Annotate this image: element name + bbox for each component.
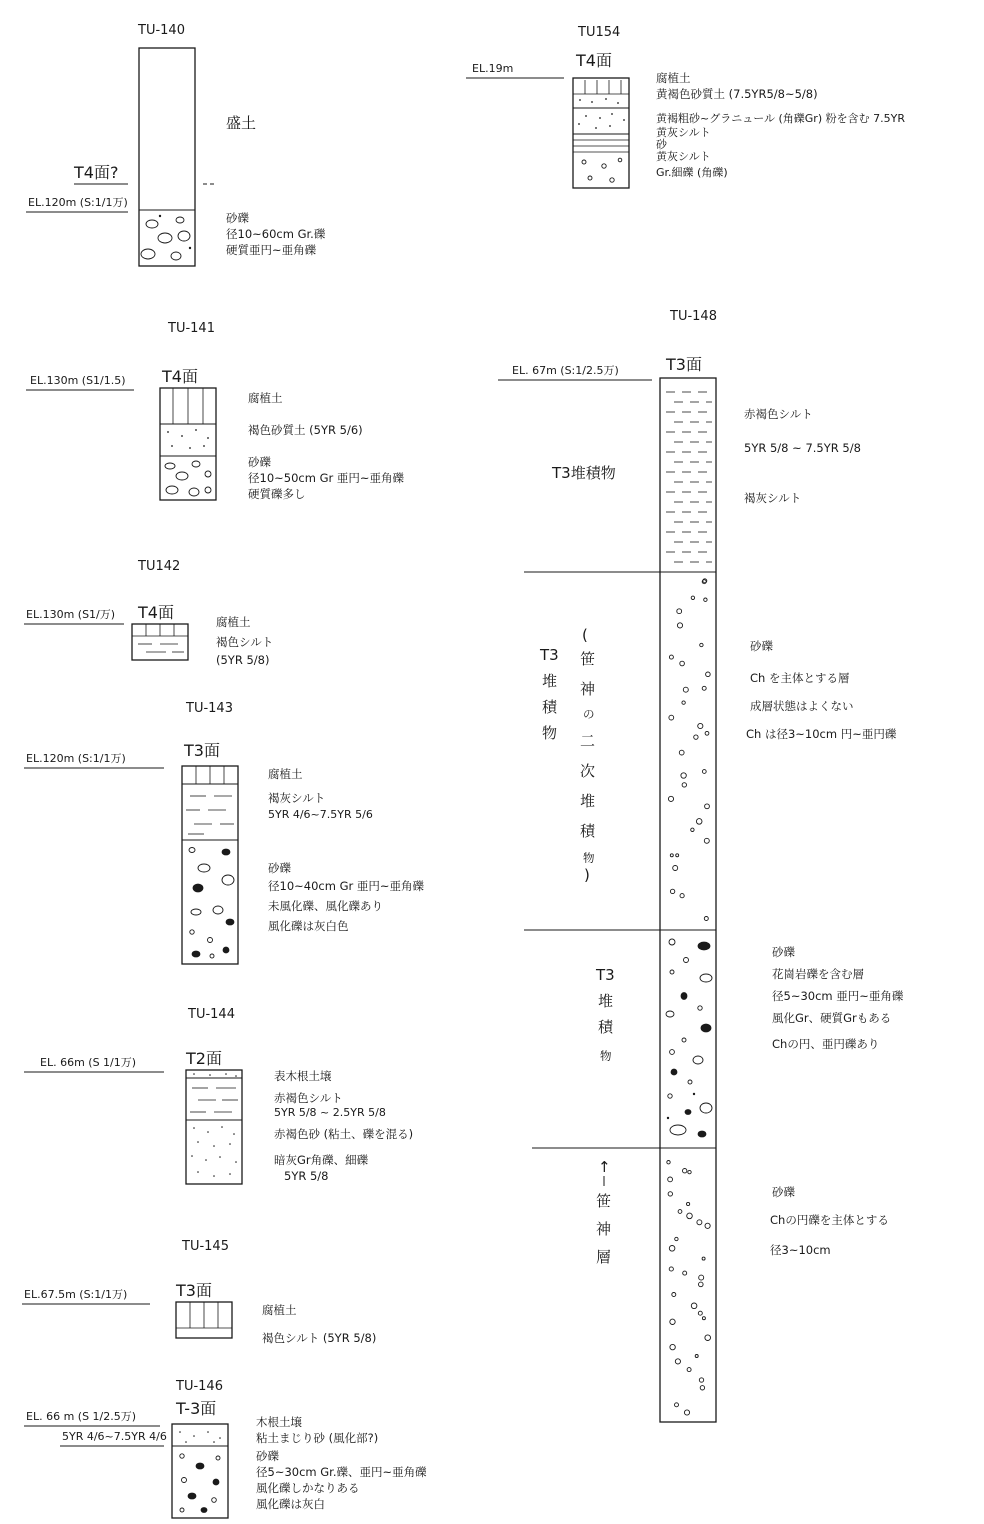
unit1-silt-2: 褐灰シルト [744, 491, 802, 505]
layer-fine-gravel: Gr.細礫 (角礫) [656, 166, 728, 179]
humus-pattern [173, 388, 203, 424]
unit1-silt: 赤褐色シルト [744, 407, 813, 421]
unit3-gravel: 砂礫 [772, 945, 795, 959]
unit2-ch-size: Ch は径3~10cm 円~亜円礫 [746, 727, 897, 741]
layer-silt-color: (5YR 5/8) [216, 653, 270, 667]
column-outline [660, 378, 716, 1422]
section-id: TU-144 [188, 1007, 235, 1022]
elevation-label: EL.130m (S1/1.5) [30, 374, 126, 387]
surface-label: T3面 [176, 1281, 212, 1300]
section-tu154 [466, 25, 905, 188]
unit1-label: T3堆積物 [552, 464, 616, 482]
section-id: TU142 [138, 559, 181, 574]
section-id: TU-148 [670, 309, 717, 324]
layer-gravel-type: 硬質亜円~亜角礫 [226, 243, 317, 257]
layer-gravel-color: 風化礫は灰白色 [268, 919, 349, 933]
layer-gravel-size: 径5~30cm Gr.礫、亜円~亜角礫 [256, 1465, 427, 1479]
surface-label: T4面 [138, 603, 174, 622]
section-tu140 [26, 23, 326, 266]
unit2-paren-3: の [583, 707, 595, 721]
section-tu143 [24, 701, 425, 964]
unit2-paren-6: 堆 [580, 792, 596, 810]
unit2-paren-2: 神 [580, 680, 596, 698]
surface-label: T3面 [666, 355, 702, 374]
gravel-pattern-sasagami [667, 1161, 711, 1416]
section-id: TU-146 [176, 1379, 223, 1394]
layer-silt: 褐色シルト [216, 635, 274, 649]
layer-gravel: 暗灰Gr角礫、細礫 [274, 1153, 369, 1167]
surface-label: T2面 [186, 1049, 222, 1068]
layer-gravel-size: 径10~50cm Gr 亜円~亜角礫 [248, 471, 405, 485]
layer-sand: 赤褐色砂 (粘土、礫を混る) [274, 1127, 414, 1141]
surface-label: T3面 [184, 741, 220, 760]
unit2-paren-9: ) [584, 866, 590, 884]
layer-root-soil: 表木根土壌 [274, 1069, 332, 1083]
layer-gravel: 砂礫 [248, 455, 271, 469]
unit4-gravel: 砂礫 [772, 1185, 795, 1199]
section-tu141 [26, 321, 405, 501]
unit4-side-2: 神 [596, 1220, 612, 1238]
layer-gravel-weathering: 風化礫しかなりある [256, 1481, 360, 1495]
unit4-ch: Chの円礫を主体とする [770, 1213, 889, 1227]
unit2-gravel: 砂礫 [750, 639, 773, 653]
unit2-paren-7: 積 [580, 822, 596, 840]
root-soil-pattern [193, 1073, 237, 1077]
layer-silt-1: 黄灰シルト [656, 126, 711, 139]
gravel-pattern [165, 461, 211, 496]
layer-silt: 褐色シルト (5YR 5/8) [262, 1331, 377, 1345]
color-note: 5YR 4/6~7.5YR 4/6 [62, 1430, 167, 1443]
gravel-pattern-ch [668, 579, 710, 921]
layer-silt: 赤褐色シルト [274, 1091, 343, 1105]
layer-humus: 腐植土 [656, 71, 691, 85]
unit2-main: Ch を主体とする層 [750, 671, 850, 685]
surface-label: T-3面 [176, 1399, 217, 1418]
unit2-side-3: 物 [542, 724, 558, 742]
layer-gravel: 砂礫 [256, 1449, 279, 1463]
unit4-side-3: 層 [596, 1248, 612, 1266]
surface-label: T4面 [576, 51, 612, 70]
section-tu148 [498, 309, 904, 1422]
gravel-pattern-granite [666, 939, 712, 1137]
humus-pattern [132, 624, 188, 636]
unit2-paren-1: 笹 [580, 650, 596, 668]
unit2-bedding: 成層状態はよくない [750, 699, 854, 713]
layer-gravel-weathering: 未風化礫、風化礫あり [268, 899, 383, 913]
silt-pattern [190, 1088, 238, 1112]
section-tu142 [24, 559, 273, 667]
section-id: TU-141 [168, 321, 215, 336]
column-outline [186, 1070, 242, 1184]
sand-pattern [191, 1126, 237, 1177]
unit2-paren-0: ( [582, 626, 588, 644]
silt-pattern [186, 796, 234, 834]
layer-silt: 褐灰シルト [268, 791, 326, 805]
surface-label: T4面 [162, 367, 198, 386]
elevation-label: EL. 66m (S 1/1万) [40, 1056, 137, 1069]
unit2-paren-8: 物 [583, 851, 595, 865]
layer-gravel: 砂礫 [226, 211, 249, 225]
layer-gravel-size: 径10~40cm Gr 亜円~亜角礫 [268, 879, 425, 893]
humus-pattern [196, 766, 224, 784]
unit3-weathering: 風化Gr、硬質Grもある [772, 1011, 892, 1025]
unit3-side-3: 物 [600, 1049, 612, 1063]
layer-silt-color: 5YR 4/6~7.5YR 5/6 [268, 808, 373, 821]
surface-label: T4面? [74, 163, 119, 182]
unit3-ch: Chの円、亜円礫あり [772, 1037, 880, 1051]
layer-gravel-size: 径10~60cm Gr.礫 [226, 227, 326, 241]
unit1-color: 5YR 5/8 ~ 7.5YR 5/8 [744, 441, 861, 455]
unit3-side-2: 積 [598, 1018, 614, 1036]
section-id: TU154 [578, 25, 621, 40]
unit3-side-1: 堆 [598, 992, 614, 1010]
section-id: TU-145 [182, 1239, 229, 1254]
section-id: TU-140 [138, 23, 185, 38]
unit3-size: 径5~30cm 亜円~亜角礫 [772, 989, 904, 1003]
layer-gravel-color: 風化礫は灰白 [256, 1497, 325, 1511]
unit3-granite: 花崗岩礫を含む層 [772, 967, 864, 981]
layer-fill: 盛土 [226, 114, 257, 132]
elevation-label: EL. 66 m (S 1/2.5万) [26, 1410, 137, 1423]
silt-pattern [666, 392, 712, 562]
unit2-side-2: 積 [542, 698, 558, 716]
layer-sandy-soil: 黄褐色砂質土 (7.5YR5/8~5/8) [656, 87, 818, 101]
section-tu145 [22, 1239, 376, 1345]
elevation-label: EL.67.5m (S:1/1万) [24, 1288, 128, 1301]
layer-humus: 腐植土 [248, 391, 283, 405]
layer-gravel-type: 硬質礫多し [248, 487, 306, 501]
unit2-side-0: T3 [540, 646, 559, 664]
unit4-arrow: ↑ [598, 1158, 611, 1176]
layer-humus: 腐植土 [262, 1303, 297, 1317]
elevation-label: EL.130m (S1/万) [26, 608, 116, 621]
layer-sand-thin: 砂 [656, 138, 667, 151]
layer-gravel: 砂礫 [268, 861, 291, 875]
sand-pattern [179, 1431, 221, 1443]
humus-pattern [176, 1302, 232, 1328]
unit2-side-1: 堆 [542, 672, 558, 690]
unit3-side-0: T3 [596, 966, 615, 984]
layer-gravel-color: 5YR 5/8 [284, 1169, 329, 1183]
layer-silt-2: 黄灰シルト [656, 150, 711, 163]
unit4-side-1: 笹 [596, 1192, 612, 1210]
fine-gravel-pattern [582, 158, 622, 182]
unit2-paren-4: 二 [580, 732, 596, 750]
layer-sandy-soil: 褐色砂質土 (5YR 5/6) [248, 423, 363, 437]
silt-pattern [138, 644, 184, 652]
section-id: TU-143 [186, 701, 233, 716]
unit2-paren-5: 次 [580, 762, 596, 780]
elevation-label: EL.19m [472, 62, 514, 75]
gravel-pattern [189, 848, 234, 959]
layer-coarse-sand: 黄褐粗砂~グラニュール (角礫Gr) 粉を含む 7.5YR [656, 112, 905, 125]
layer-humus: 腐植土 [268, 767, 303, 781]
humus-pattern [573, 80, 629, 94]
section-tu146 [24, 1379, 427, 1518]
sand-pattern [578, 98, 625, 129]
section-tu144 [24, 1007, 413, 1184]
elevation-label: EL. 67m (S:1/2.5万) [512, 364, 619, 377]
layer-humus: 腐植土 [216, 615, 251, 629]
gravel-pattern [141, 215, 191, 260]
layer-root-soil: 木根土壌 [256, 1415, 302, 1429]
layer-clayey-sand: 粘土まじり砂 (風化部?) [256, 1431, 379, 1445]
unit4-size: 径3~10cm [770, 1243, 831, 1257]
layer-silt-color: 5YR 5/8 ~ 2.5YR 5/8 [274, 1106, 386, 1119]
sand-pattern [167, 429, 209, 449]
column-outline [573, 78, 629, 188]
gravel-pattern [180, 1454, 220, 1513]
elevation-label: EL.120m (S:1/1万) [26, 752, 126, 765]
elevation-label: EL.120m (S:1/1万) [28, 196, 128, 209]
